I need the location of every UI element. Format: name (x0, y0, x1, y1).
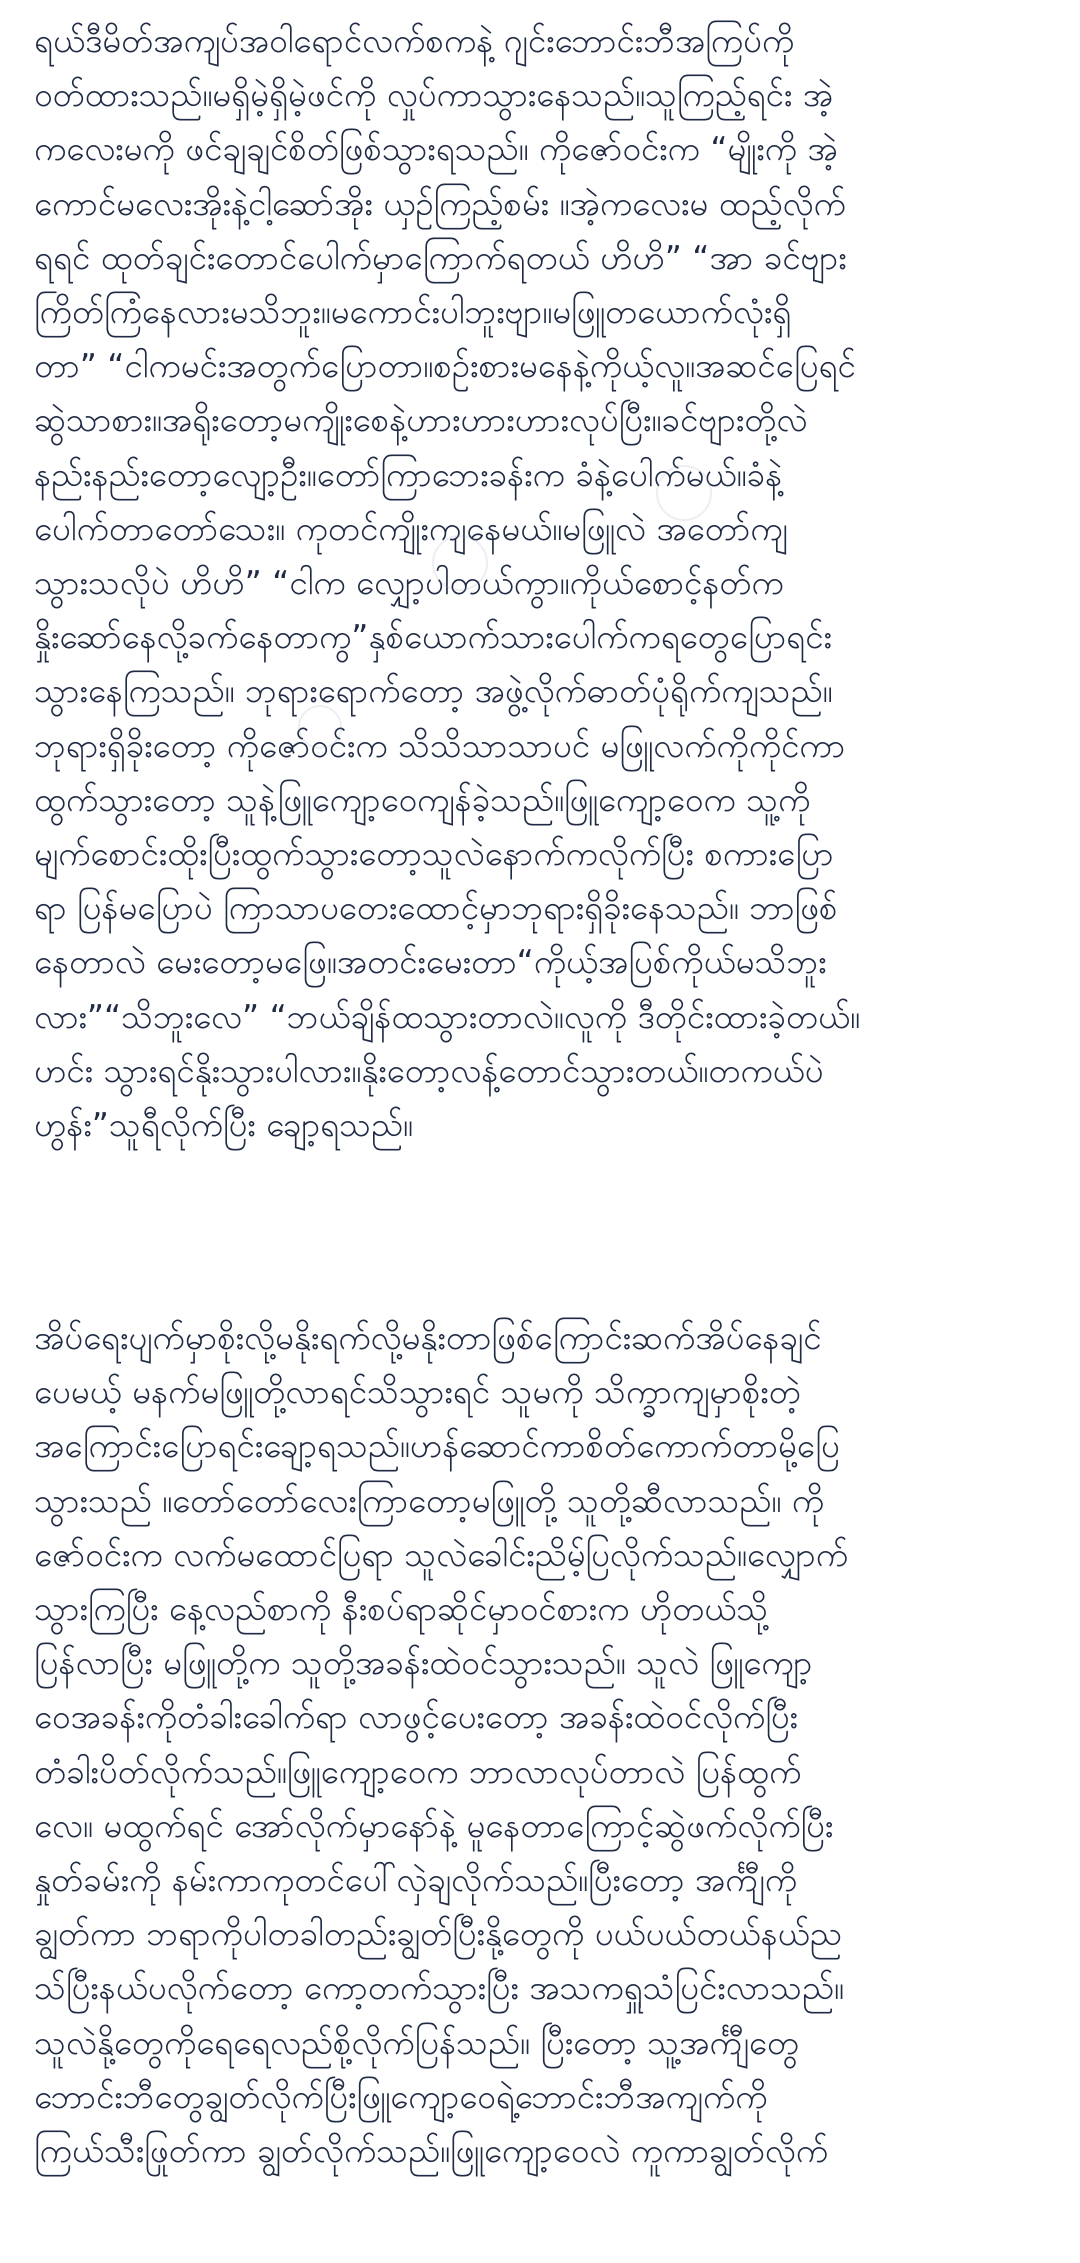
text-line: ရာ ပြန်မပြောပဲ ကြာသာပတေးထောင့်မှာဘုရားရှိခိုးနေသည်။ ဘာဖြစ် (34, 888, 838, 928)
text-line: သွားသလိုပဲ ဟိဟိ” “ငါက လျှော့ပါတယ်ကွာ။ကိုယ်စောင့်နတ်က (34, 563, 784, 603)
story-paragraph-1 (34, 14, 1046, 1152)
text-line: ဝေအခန်းကိုတံခါးခေါက်ရာ လာဖွင့်ပေးတော့ အခန်းထဲဝင်လိုက်ပြီး (34, 1697, 798, 1737)
text-line: ကောင်မလေးအိုးနဲ့ငါ့ဆော်အိုး ယှဉ်ကြည့်စမ်း ။အဲ့ကလေးမ ထည့်လိုက် (34, 183, 846, 223)
text-line: အိပ်ရေးပျက်မှာစိုးလို့မနိုးရက်လို့မနိုးတာဖြစ်ကြောင်းဆက်အိပ်နေချင် (34, 1318, 822, 1357)
text-line: ဆွဲသာစား။အရိုးတော့မကျိုးစေနဲ့ဟားဟားဟားလုပ်ပြီး။ခင်ဗျားတို့လဲ (34, 400, 808, 440)
text-line: ဇော်ဝင်းက လက်မထောင်ပြရာ သူလဲခေါင်းညိမ့်ပြလိုက်သည်။လျှောက် (34, 1534, 849, 1574)
text-line: ရရင် ထုတ်ချင်းတောင်ပေါက်မှာကြောက်ရတယ် ဟိဟိ” “အာ ခင်ဗျား (34, 237, 847, 277)
text-line: လေ။ မထွက်ရင် အော်လိုက်မှာနော်နဲ့ မူနေတာကြောင့်ဆွဲဖက်လိုက်ပြီး (34, 1805, 834, 1845)
text-line: ချွတ်ကာ ဘရာကိုပါတခါတည်းချွတ်ပြီးနို့တွေကို ပယ်ပယ်တယ်နယ်ည (34, 1914, 842, 1954)
text-line: မျက်စောင်းထိုးပြီးထွက်သွားတော့သူလဲနောက်ကလိုက်ပြီး စကားပြော (34, 834, 834, 874)
text-line: နှုတ်ခမ်းကို နမ်းကာကုတင်ပေါ်လှဲချလိုက်သည်။ပြီးတော့ အင်္ကျီကို (34, 1860, 797, 1900)
text-line: လား”“သိဘူးလေ” “ဘယ်ချိန်ထသွားတာလဲ။လူကို ဒီတိုင်းထားခဲ့တယ်။ (34, 996, 861, 1036)
text-line: ရယ်ဒီမိတ်အကျပ်အဝါရောင်လက်စကနဲ့ ဂျင်းဘောင်းဘီအကြပ်ကို (34, 21, 795, 60)
text-line: ဟွန်း”သူရီလိုက်ပြီး ချော့ရသည်။ (34, 1105, 413, 1145)
story-paragraph-2 (34, 1311, 1046, 2178)
text-line: ကလေးမကို ဖင်ချချင်စိတ်ဖြစ်သွားရသည်။ ကိုဇော်ဝင်းက “မျိုးကို အဲ့ (34, 129, 838, 169)
text-line: ဘုရားရှိခိုးတော့ ကိုဇော်ဝင်းက သိသိသာသာပင် မဖြူလက်ကိုကိုင်ကာ (34, 725, 846, 765)
text-line: သ်ပြီးနယ်ပလိုက်တော့ ကော့တက်သွားပြီး အသကရှူသံပြင်းလာသည်။ (34, 1968, 844, 2008)
text-line: သွားကြပြီး နေ့လည်စာကို နီးစပ်ရာဆိုင်မှာဝင်စားက ဟိုတယ်သို့ (34, 1589, 769, 1629)
text-line: ဟင်း သွားရင်နိုးသွားပါလား။နိုးတော့လန့်တောင်သွားတယ်။တကယ်ပဲ (34, 1050, 824, 1090)
text-line: သူလဲနို့တွေကိုရေရေလည်စို့လိုက်ပြန်သည်။ ပြီးတော့ သူ့အင်္ကျီတွေ (34, 2022, 799, 2062)
text-line: ကြယ်သီးဖြုတ်ကာ ချွတ်လိုက်သည်။ဖြူကျော့ဝေလဲ ကူကာချွတ်လိုက် (34, 2131, 829, 2171)
text-line: အကြောင်းပြောရင်းချော့ရသည်။ဟန်ဆောင်ကာစိတ်ကောက်တာမို့ပြေ (34, 1426, 840, 1466)
text-line: ဝတ်ထားသည်။မရှိမဲ့ရှိမဲ့ဖင်ကို လှုပ်ကာသွားနေသည်။သူကြည့်ရင်း အဲ့ (34, 75, 834, 115)
text-line: ဘောင်းဘီတွေချွတ်လိုက်ပြီးဖြူကျော့ဝေရဲ့ဘောင်းဘီအကျက်ကို (34, 2076, 768, 2116)
text-line: သွားနေကြသည်။ ဘုရားရောက်တော့ အဖွဲ့လိုက်ဓာတ်ပုံရိုက်ကျသည်။ (34, 671, 833, 711)
text-line: နှိုးဆော်နေလို့ခက်နေတာကွ”နှစ်ယောက်သားပေါက်ကရတွေပြောရင်း (34, 617, 832, 657)
text-line: ကြိတ်ကြံနေလားမသိဘူး။မကောင်းပါဘူးဗျာ။မဖြူတယောက်လုံးရှိ (34, 292, 792, 332)
text-line: ပြန်လာပြီး မဖြူတို့က သူတို့အခန်းထဲဝင်သွားသည်။ သူလဲ ဖြူကျော့ (34, 1643, 813, 1683)
text-line: ပေါက်တာတော်သေး။ ကုတင်ကျိုးကျနေမယ်။မဖြူလဲ အတော်ကျ (34, 508, 788, 548)
text-line: ထွက်သွားတော့ သူနဲ့ဖြူကျော့ဝေကျန်ခဲ့သည်။ဖြူကျော့ဝေက သူ့ကို (34, 779, 811, 819)
text-line: နည်းနည်းတော့လျော့ဦး။တော်ကြာဘေးခန်းက ခံနဲ့ပေါက်မယ်။ခံနဲ့ (34, 454, 783, 494)
text-line: တာ” “ငါကမင်းအတွက်ပြောတာ။စဉ်းစားမနေနဲ့ကိုယ့်လူ။အဆင်ပြေရင် (34, 346, 856, 386)
text-line: တံခါးပိတ်လိုက်သည်။ဖြူကျော့ဝေက ဘာလာလုပ်တာလဲ ပြန်ထွက် (34, 1751, 802, 1791)
text-line: သွားသည် ။တော်တော်လေးကြာတော့မဖြူတို့ သူတို့ဆီလာသည်။ ကို (34, 1480, 825, 1520)
text-line: ပေမယ့် မနက်မဖြူတို့လာရင်သိသွားရင် သူမကို သိက္ခာကျမှာစိုးတဲ့ (34, 1372, 801, 1412)
text-line: နေတာလဲ မေးတော့မဖြေ။အတင်းမေးတာ“ကိုယ့်အပြစ်ကိုယ်မသိဘူး (34, 942, 827, 982)
